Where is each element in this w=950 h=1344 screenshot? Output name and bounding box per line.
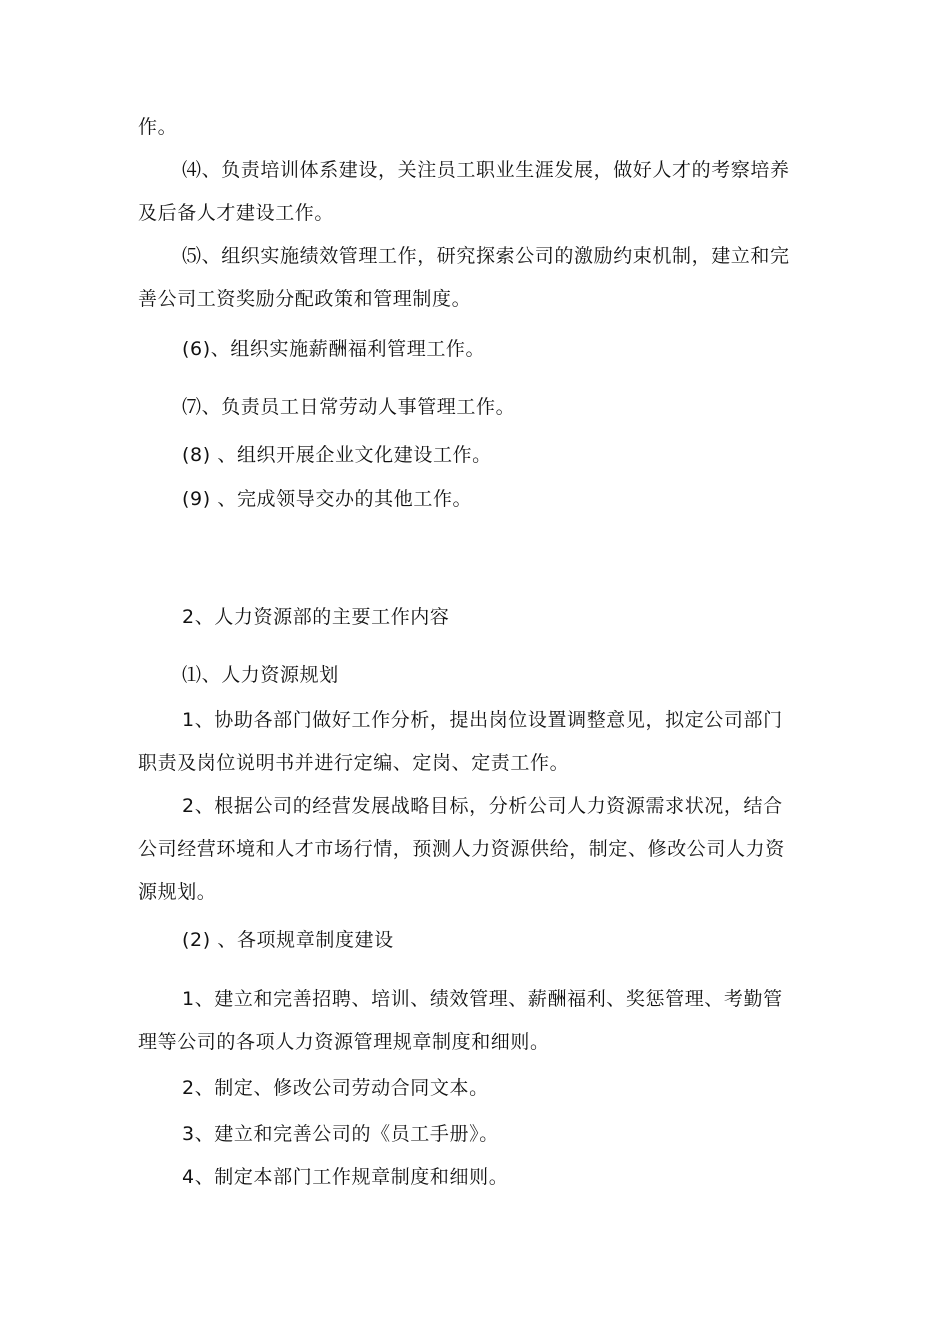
text-line: 理等公司的各项人力资源管理规章制度和细则。 <box>138 1031 550 1053</box>
text-line: 公司经营环境和人才市场行情，预测人力资源供给，制定、修改公司人力资 <box>138 838 785 860</box>
text-line: (8) 、组织开展企业文化建设工作。 <box>182 444 492 466</box>
text-line: 1、协助各部门做好工作分析，提出岗位设置调整意见，拟定公司部门 <box>182 709 783 731</box>
text-line: 2、制定、修改公司劳动合同文本。 <box>182 1077 489 1099</box>
text-line: 1、建立和完善招聘、培训、绩效管理、薪酬福利、奖惩管理、考勤管 <box>182 988 783 1010</box>
text-line: (6)、组织实施薪酬福利管理工作。 <box>182 338 486 360</box>
text-line: 善公司工资奖励分配政策和管理制度。 <box>138 288 472 310</box>
subsection-heading: ⑴、人力资源规划 <box>182 664 339 686</box>
text-line: ⑸、组织实施绩效管理工作，研究探索公司的激励约束机制，建立和完 <box>182 245 790 267</box>
text-line: 作。 <box>138 116 178 138</box>
text-line: 及后备人才建设工作。 <box>138 202 335 224</box>
text-line: 源规划。 <box>138 881 217 903</box>
text-line: (9) 、完成领导交办的其他工作。 <box>182 488 473 510</box>
text-line: ⑺、负责员工日常劳动人事管理工作。 <box>182 396 516 418</box>
text-line: 3、建立和完善公司的《员工手册》。 <box>182 1123 499 1145</box>
text-line: 职责及岗位说明书并进行定编、定岗、定责工作。 <box>138 752 570 774</box>
text-line: 4、制定本部门工作规章制度和细则。 <box>182 1166 509 1188</box>
subsection-heading: (2) 、各项规章制度建设 <box>182 929 394 951</box>
text-line: 2、根据公司的经营发展战略目标，分析公司人力资源需求状况，结合 <box>182 795 783 817</box>
section-heading: 2、人力资源部的主要工作内容 <box>182 606 450 628</box>
text-line: ⑷、负责培训体系建设，关注员工职业生涯发展，做好人才的考察培养 <box>182 159 790 181</box>
